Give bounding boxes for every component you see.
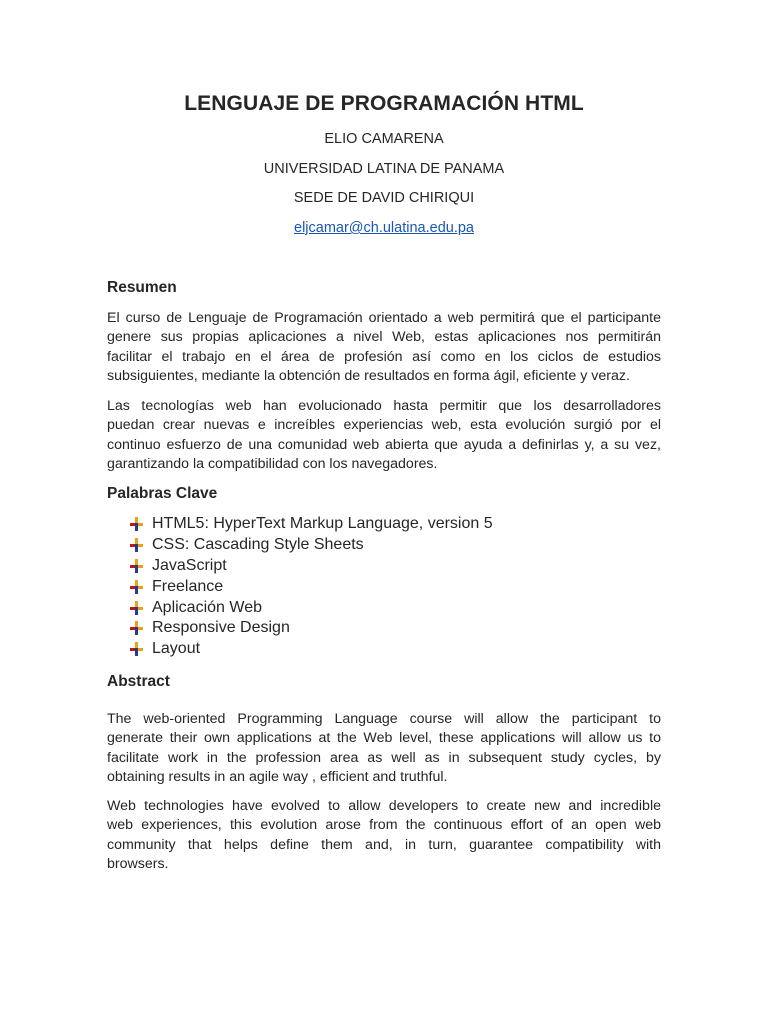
keyword-text: Responsive Design [152,619,290,637]
pushpin-bullet-icon [128,620,144,636]
text-line: Las tecnologías web han evolucionado hasta permitir que los desarrolladores [107,398,661,414]
text-line: facilitar el trabajo en el área de profesión así como en los ciclos de estudios [107,348,661,365]
keyword-text: Layout [152,640,201,658]
text-line: facilitate work in the profession area as well as in subsequent study cycles, by [107,749,661,766]
university-name: UNIVERSIDAD LATINA DE PANAMA [263,161,505,177]
text-line: genere sus propias aplicaciones a nivel Web, estas aplicaciones nos permitirán [107,329,661,346]
list-item [128,514,493,535]
list-item [128,597,493,618]
keyword-text: Aplicación Web [152,598,262,616]
email-link[interactable]: eljcamar@ch.ulatina.edu.pa [294,220,474,236]
list-item [128,639,493,660]
author-name: ELIO CAMARENA [324,131,444,147]
campus-name: SEDE DE DAVID CHIRIQUI [293,190,475,206]
text-line: generate their own applications at the Web level, these applications will allow us to [107,730,661,747]
abstract-heading: Abstract [107,673,170,690]
email-line [0,220,768,236]
list-item [128,535,493,556]
list-item [128,556,493,577]
keyword-text: JavaScript [152,556,227,574]
text-line: web experiences, this evolution arose from the continuous effort of an open web [107,817,661,834]
pushpin-bullet-icon [128,537,144,553]
resumen-paragraph-1 [107,309,661,387]
keyword-text: Freelance [152,577,224,595]
text-line: community that helps define them and, in turn, guarantee compatibility with [107,836,661,853]
list-item [128,618,493,639]
text-line: Web technologies have evolved to allow developers to create new and incredible [107,798,661,814]
abstract-paragraph-1 [107,710,661,788]
text-line: The web-oriented Programming Language course will allow the participant to [107,711,661,727]
pushpin-bullet-icon [128,600,144,616]
keyword-text: CSS: Cascading Style Sheets [152,536,364,554]
list-item [128,576,493,597]
resumen-heading: Resumen [107,279,177,296]
text-line: garantizando la compatibilidad con los navegadores. [107,456,438,473]
keyword-text: HTML5: HyperText Markup Language, version 5 [152,515,493,533]
pushpin-bullet-icon [128,558,144,574]
text-line: puedan crear nuevas e increíbles experiencias web, esta evolución surgió por el [107,417,661,434]
abstract-paragraph-2 [107,797,661,875]
text-line: browsers. [107,856,169,873]
text-line: subsiguientes, mediante la obtención de resultados en forma ágil, eficiente y veraz. [107,368,630,385]
pushpin-bullet-icon [128,579,144,595]
pushpin-bullet-icon [128,516,144,532]
text-line: obtaining results in an agile way , efficient and truthful. [107,769,448,786]
pushpin-bullet-icon [128,641,144,657]
keywords-list [128,514,493,660]
resumen-paragraph-2 [107,397,661,475]
text-line: El curso de Lenguaje de Programación orientado a web permitirá que el participante [107,310,661,326]
keywords-heading: Palabras Clave [107,485,218,502]
document-title: LENGUAJE DE PROGRAMACIÓN HTML [184,92,584,115]
text-line: continuo esfuerzo de una comunidad web abierta que ayuda a definirlas y, a su vez, [107,436,661,453]
